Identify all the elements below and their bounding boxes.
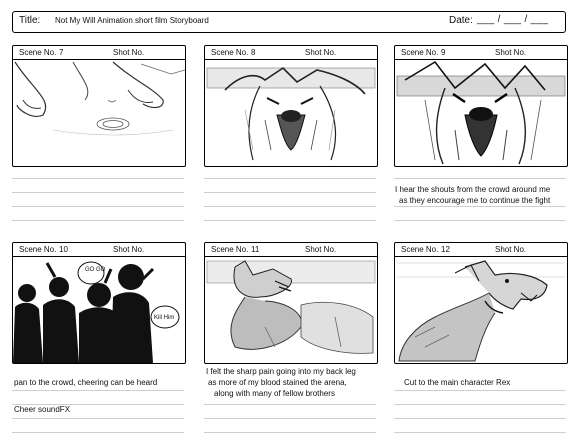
title-label: Title: — [19, 15, 41, 26]
note-panel-11-line-1: I felt the sharp pain going into my back leg — [206, 367, 356, 376]
panel-header — [395, 243, 567, 257]
panel-header — [205, 46, 377, 60]
scene-label: Scene No. — [211, 245, 249, 254]
panel-scene-11 — [204, 242, 378, 364]
go-go-label: GO GO — [85, 267, 106, 273]
storyboard-header — [12, 11, 566, 33]
scene-label: Scene No. — [401, 245, 439, 254]
shot-label: Shot No. — [113, 245, 145, 254]
note-panel-11-line-2: as more of my blood stained the arena, — [208, 378, 347, 387]
scene-label: Scene No. — [211, 48, 249, 57]
scene-number: 8 — [251, 48, 256, 57]
note-panel-10-line-1: pan to the crowd, cheering can be heard — [14, 378, 158, 387]
shot-label: Shot No. — [495, 245, 527, 254]
panel-scene-9 — [394, 45, 568, 167]
shot-label: Shot No. — [305, 48, 337, 57]
note-panel-9-line-1: I hear the shouts from the crowd around me — [395, 185, 551, 194]
shot-label: Shot No. — [495, 48, 527, 57]
panel-scene-12 — [394, 242, 568, 364]
shot-label: Shot No. — [113, 48, 145, 57]
scene-number: 11 — [251, 245, 260, 254]
note-panel-12-line-1: Cut to the main character Rex — [404, 378, 511, 387]
panel-header — [13, 46, 185, 60]
kill-him-label: Kill Him — [154, 315, 175, 321]
sketch-crowd — [13, 257, 185, 363]
date-field: ___ / ___ / ___ — [477, 14, 549, 25]
sketch-dogs-fighting — [205, 257, 377, 363]
note-panel-11-line-3: along with many of fellow brothers — [214, 389, 335, 398]
storyboard-title: Not My Will Animation short film Storyboard — [55, 16, 209, 25]
scene-number: 10 — [59, 245, 68, 254]
scene-label: Scene No. — [19, 245, 57, 254]
sketch-dog-face — [205, 60, 377, 166]
scene-label: Scene No. — [401, 48, 439, 57]
scene-number: 7 — [59, 48, 64, 57]
sketch-dog-profile — [395, 257, 567, 363]
panel-header — [13, 243, 185, 257]
scene-number: 9 — [441, 48, 446, 57]
panel-scene-7 — [12, 45, 186, 167]
shot-label: Shot No. — [305, 245, 337, 254]
panel-header — [205, 243, 377, 257]
panel-scene-10 — [12, 242, 186, 364]
sketch-cat-paws — [13, 60, 185, 166]
note-panel-10-line-2: Cheer soundFX — [14, 405, 71, 414]
scene-label: Scene No. — [19, 48, 57, 57]
panel-header — [395, 46, 567, 60]
date-label: Date: — [449, 15, 473, 26]
panel-scene-8 — [204, 45, 378, 167]
sketch-dog-closeup — [395, 60, 567, 166]
note-panel-9-line-2: as they encourage me to continue the fight — [399, 196, 551, 205]
scene-number: 12 — [441, 245, 450, 254]
